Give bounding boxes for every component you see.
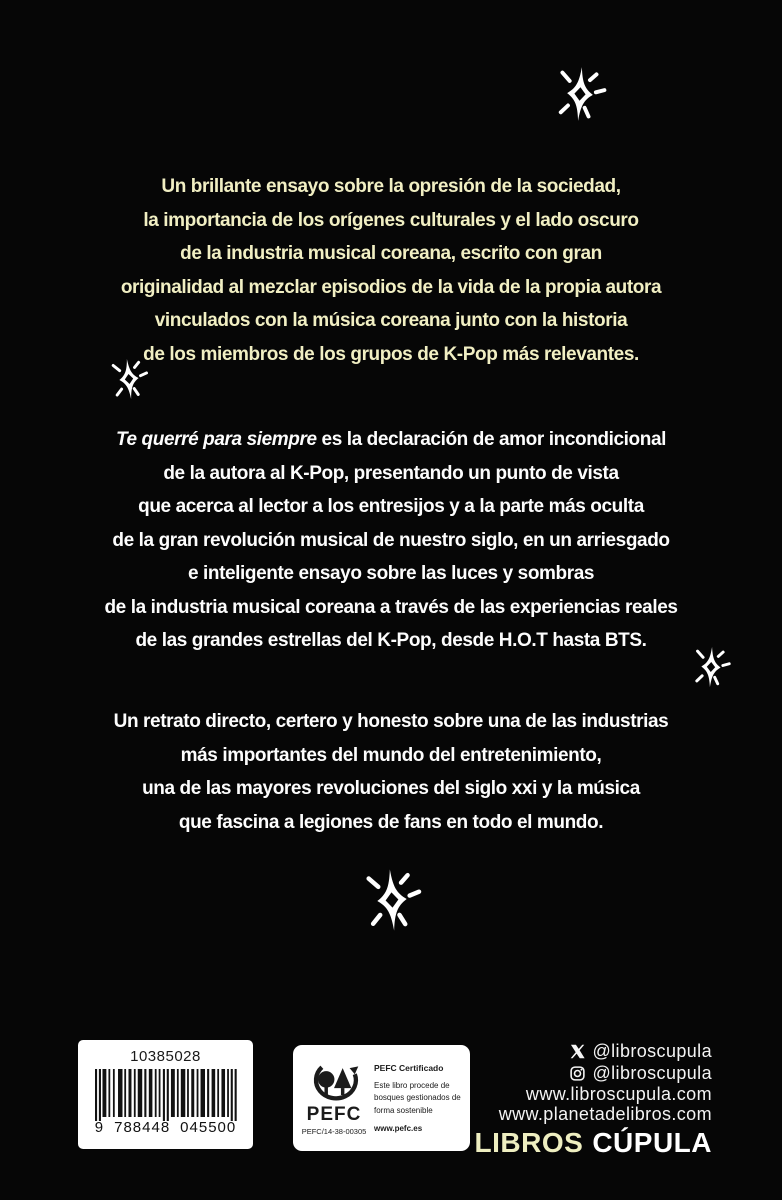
instagram-handle: @libroscupula [592,1062,712,1083]
pefc-wordmark: PEFC [306,1104,362,1125]
blurb-text-line: originalidad al mezclar episodios de la vida de la propia autora [120,276,662,298]
blurb-text-line: una de las mayores revoluciones del siglo xxi y la música [142,778,640,799]
blurb-text-line: de la autora al K-Pop, presentando un punto de vista [163,462,619,484]
blurb-text-line: e inteligente ensayo sobre las luces y sombras [187,563,595,584]
pefc-certificate-number: PEFC/14-38-00305 [301,1127,367,1136]
blurb-text-line: de la industria musical coreana, escrito con gran [180,243,602,264]
blurb-text-line: de la gran revolución musical de nuestro siglo, en un arriesgado [112,529,670,551]
publisher-website-1: www.libroscupula.com [525,1084,712,1104]
publisher-links-block [474,1041,712,1158]
book-title-italic: Te querré para siempre [116,429,317,450]
publisher-website-2: www.planetadelibros.com [498,1103,712,1124]
logo-word-libros: LIBROS [474,1127,584,1158]
blurb-text-line: la importancia de los orígenes culturales y el lado oscuro [143,209,639,231]
blurb-paragraph-1 [0,170,782,371]
ean-group-2: 045500 [180,1119,237,1136]
blurb-text-line: de los miembros de los grupos de K-Pop más relevantes. [143,343,639,365]
pefc-description: Este libro procede de bosques gestionados de forma sostenible [374,1080,461,1115]
x-handle-row [475,1042,712,1062]
barcode-ean-digits [95,1119,236,1136]
x-twitter-icon [570,1044,585,1059]
pefc-trees-logo-icon [308,1060,360,1104]
pefc-url: www.pefc.es [374,1124,423,1134]
blurb-text-line: Un retrato directo, certero y honesto sobre una de las industrias [113,711,669,732]
blurb-paragraph-2 [0,423,782,658]
blurb-text-line: de la industria musical coreana a través de las experiencias reales [104,596,678,618]
pefc-title: PEFC Certificado [374,1062,444,1073]
blurb-text-fragment: es la declaración de amor incondicional [316,429,666,450]
sparkle-icon-bottom [358,866,426,934]
blurb-text-line: vinculados con la música coreana junto con la historia [154,310,628,331]
barcode-block [78,1040,253,1149]
ean-first-digit: 9 [94,1119,105,1136]
sparkle-icon-top [550,64,610,124]
blurb-text-line: más importantes del mundo del entretenimiento, [180,744,602,766]
logo-word-cupula: CÚPULA [592,1127,712,1158]
barcode-top-number: 10385028 [130,1048,201,1065]
blurb-text-line: de las grandes estrellas del K-Pop, desde H.O.T hasta BTS. [135,630,647,651]
instagram-icon [570,1066,585,1081]
blurb-text-line: que acerca al lector a los entresijos y a la parte más oculta [138,496,644,517]
blurb-text-line [0,423,782,457]
blurb-text-line: Un brillante ensayo sobre la opresión de la sociedad, [161,176,621,197]
libros-cupula-logo [474,1127,712,1158]
x-handle: @libroscupula [592,1041,712,1061]
ean-group-1: 788448 [114,1119,171,1136]
blurb-text-line: que fascina a legiones de fans en todo el mundo. [178,811,604,833]
barcode-stripes [95,1069,237,1121]
pefc-certification-block [293,1045,470,1151]
blurb-paragraph-3 [0,705,782,839]
instagram-handle-row [475,1064,712,1084]
